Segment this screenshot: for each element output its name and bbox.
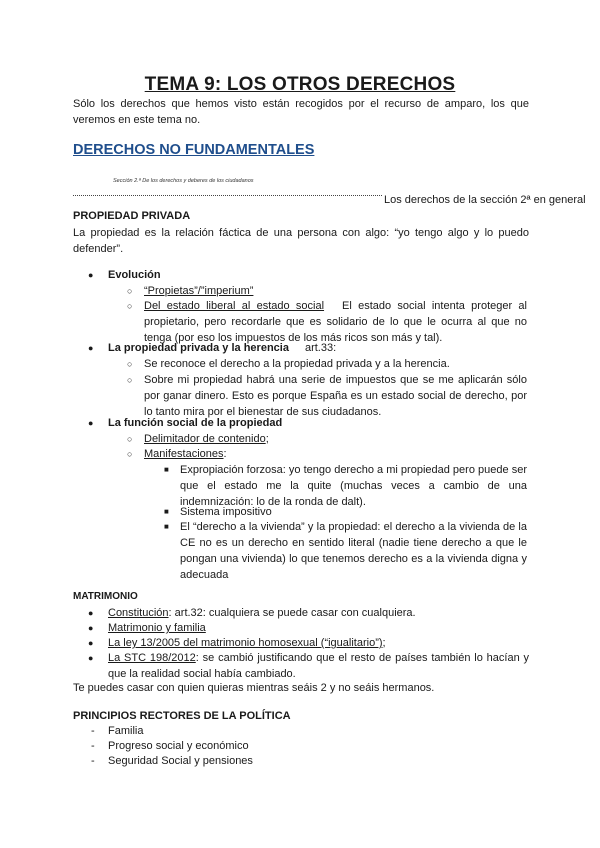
section-note-small: Sección 2.ª De los derechos y deberes de los ciudadanos bbox=[113, 178, 254, 184]
dotted-separator bbox=[73, 195, 382, 196]
dash-icon: - bbox=[91, 740, 95, 752]
bullet-icon: ● bbox=[88, 418, 94, 428]
estado-social-text: El estado social intenta proteger al propietario, pero recordarle que es solidario de lo que le ocurra al que no tenga (por eso los impuestos de los más ricos son más y tal). bbox=[144, 300, 527, 344]
bullet-icon: ● bbox=[88, 608, 94, 618]
funcion-label: La función social de la propiedad bbox=[108, 417, 283, 429]
herencia-item-1: Se reconoce el derecho a la propiedad privada y a la herencia. bbox=[144, 358, 450, 370]
circle-bullet-icon: ○ bbox=[127, 359, 133, 369]
manifestacion-vivienda: El “derecho a la vivienda” y la propiedad: el derecho a la vivienda de la CE no es un derecho en sentido literal (nadie tiene derecho a que le pongan una vivienda) lo que tenemos derecho es a la vivienda digna y adecuada bbox=[180, 521, 527, 581]
ley-suffix: ; bbox=[382, 637, 386, 649]
bullet-icon: ● bbox=[88, 343, 94, 353]
circle-bullet-icon: ○ bbox=[127, 449, 133, 459]
square-bullet-icon: ■ bbox=[164, 522, 169, 531]
evolucion-label: Evolución bbox=[108, 269, 161, 281]
manifestacion-sistema: Sistema impositivo bbox=[180, 506, 272, 518]
herencia-item-2: Sobre mi propiedad habrá una serie de impuestos que se me aplicarán sólo por ganar dinero. Esto es porque España es un estado social de derecho, por lo tanto mira por el bienestar de sus ciudadanos. bbox=[144, 374, 527, 418]
stc-link[interactable]: La STC 198/2012 bbox=[108, 652, 196, 664]
delimitador-suffix: ; bbox=[265, 433, 269, 445]
square-bullet-icon: ■ bbox=[164, 507, 169, 516]
ley-link[interactable]: La ley 13/2005 del matrimonio homosexual (“igualitario”) bbox=[108, 637, 383, 649]
matrimonio-heading: MATRIMONIO bbox=[73, 591, 138, 602]
funcion-item-2 bbox=[144, 446, 227, 462]
matrimonio-item-stc bbox=[108, 650, 529, 682]
manifestaciones-link[interactable]: Manifestaciones bbox=[144, 448, 224, 460]
bullet-icon: ● bbox=[88, 270, 94, 280]
herencia-line bbox=[108, 340, 336, 356]
dash-icon: - bbox=[91, 755, 95, 767]
matrimonio-item-constitucion bbox=[108, 605, 416, 621]
matrimonio-familia-link[interactable]: Matrimonio y familia bbox=[108, 622, 206, 634]
constitucion-text: : art.32: cualquiera se puede casar con cualquiera. bbox=[168, 607, 416, 619]
bullet-icon: ● bbox=[88, 623, 94, 633]
circle-bullet-icon: ○ bbox=[127, 375, 133, 385]
propiedad-heading: PROPIEDAD PRIVADA bbox=[73, 210, 191, 222]
herencia-label: La propiedad privada y la herencia bbox=[108, 342, 289, 354]
square-bullet-icon: ■ bbox=[164, 465, 169, 474]
delimitador-link[interactable]: Delimitador de contenido bbox=[144, 433, 266, 445]
principio-item: Seguridad Social y pensiones bbox=[108, 755, 253, 767]
manifestacion-expropiacion: Expropiación forzosa: yo tengo derecho a mi propiedad pero puede ser que el estado me la quite (muchas veces a cambio de una indemnización: lo de la ronda de dalt). bbox=[180, 464, 527, 508]
circle-bullet-icon: ○ bbox=[127, 301, 133, 311]
funcion-item-1 bbox=[144, 431, 269, 447]
bullet-icon: ● bbox=[88, 653, 94, 663]
dash-icon: - bbox=[91, 725, 95, 737]
principios-heading: PRINCIPIOS RECTORES DE LA POLÍTICA bbox=[73, 710, 291, 722]
constitucion-link[interactable]: Constitución bbox=[108, 607, 169, 619]
principio-item: Progreso social y económico bbox=[108, 740, 249, 752]
herencia-article: art.33: bbox=[304, 342, 337, 354]
principio-item: Familia bbox=[108, 725, 144, 737]
section-note: Los derechos de la sección 2ª en general bbox=[384, 194, 586, 206]
propiedad-definition: La propiedad es la relación fáctica de una persona con algo: “yo tengo algo y lo puedo defender”. bbox=[73, 227, 529, 255]
stc-text: : se cambió justificando que el resto de países también lo hacían y que la realidad social había cambiado. bbox=[108, 652, 530, 680]
evolucion-item-estado bbox=[144, 298, 527, 346]
bullet-icon: ● bbox=[88, 638, 94, 648]
circle-bullet-icon: ○ bbox=[127, 286, 133, 296]
section-heading: DERECHOS NO FUNDAMENTALES bbox=[73, 142, 315, 158]
page-title: TEMA 9: LOS OTROS DERECHOS bbox=[144, 74, 456, 95]
intro-paragraph: Sólo los derechos que hemos visto están recogidos por el recurso de amparo, los que veremos en este tema no. bbox=[73, 98, 529, 126]
evolucion-item-propietas[interactable]: “Propietas”/”imperium” bbox=[144, 285, 254, 297]
matrimonio-closing: Te puedes casar con quien quieras mientras seáis 2 y no seáis hermanos. bbox=[73, 682, 435, 694]
circle-bullet-icon: ○ bbox=[127, 434, 133, 444]
manifestaciones-suffix: : bbox=[223, 448, 227, 460]
estado-liberal-link[interactable]: Del estado liberal al estado social bbox=[144, 300, 325, 312]
matrimonio-item-ley bbox=[108, 635, 386, 651]
